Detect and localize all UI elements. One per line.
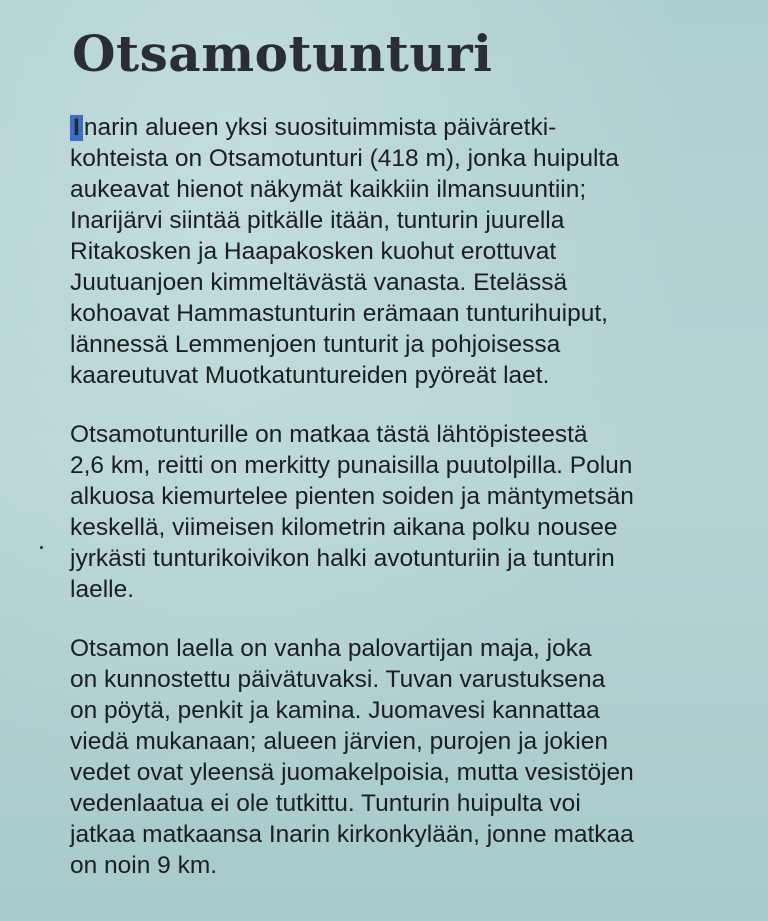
paragraph-line: vedet ovat yleensä juomakelpoisia, mutta vesistöjen: [70, 759, 634, 786]
paragraph-line: Inarijärvi siintää pitkälle itään, tunturin juurella: [70, 207, 565, 234]
paragraph-line: on kunnostettu päivätuvaksi. Tuvan varustuksena: [70, 666, 606, 693]
paragraph-line: jyrkästi tunturikoivikon halki avotunturiin ja tunturin: [70, 545, 615, 572]
paragraph-line: Otsamotunturille on matkaa tästä lähtöpisteestä: [70, 421, 588, 448]
paragraph-line-text: narin alueen yksi suosituimmista päiväretki-: [83, 114, 557, 141]
paragraph-line: laelle.: [70, 576, 135, 603]
paragraph-line: kohteista on Otsamotunturi (418 m), jonka huipulta: [70, 145, 619, 172]
paragraph-line: Juutuanjoen kimmeltävästä vanasta. Etelässä: [70, 269, 568, 296]
paragraph-line: on pöytä, penkit ja kamina. Juomavesi kannattaa: [70, 697, 600, 724]
stray-mark: [40, 546, 43, 549]
paragraph-1: [70, 112, 750, 391]
paragraph-line: viedä mukanaan; alueen järvien, purojen ja jokien: [70, 728, 608, 755]
paragraph-line: kaareutuvat Muotkatuntureiden pyöreät laet.: [70, 362, 550, 389]
paragraph-line: kohoavat Hammastunturin erämaan tunturihuiput,: [70, 300, 608, 327]
paragraph-line: alkuosa kiemurtelee pienten soiden ja mäntymetsän: [70, 483, 634, 510]
paragraph-line: on noin 9 km.: [70, 852, 218, 879]
paragraph-line: vedenlaatua ei ole tutkittu. Tunturin huipulta voi: [70, 790, 581, 817]
paragraph-line: Ritakosken ja Haapakosken kuohut erottuvat: [70, 238, 557, 265]
drop-cap: I: [70, 115, 83, 141]
paragraph-line: [70, 112, 750, 143]
paragraph-line: keskellä, viimeisen kilometrin aikana polku nousee: [70, 514, 618, 541]
sign-title: Otsamotunturi: [72, 24, 493, 83]
paragraph-line: aukeavat hienot näkymät kaikkiin ilmansuuntiin;: [70, 176, 587, 203]
paragraph-line: 2,6 km, reitti on merkitty punaisilla puutolpilla. Polun: [70, 452, 633, 479]
paragraph-2: [70, 419, 750, 605]
paragraph-3: [70, 633, 750, 881]
paragraph-line: lännessä Lemmenjoen tunturit ja pohjoisessa: [70, 331, 561, 358]
paragraph-line: jatkaa matkaansa Inarin kirkonkylään, jonne matkaa: [70, 821, 634, 848]
paragraph-line: Otsamon laella on vanha palovartijan maja, joka: [70, 635, 592, 662]
